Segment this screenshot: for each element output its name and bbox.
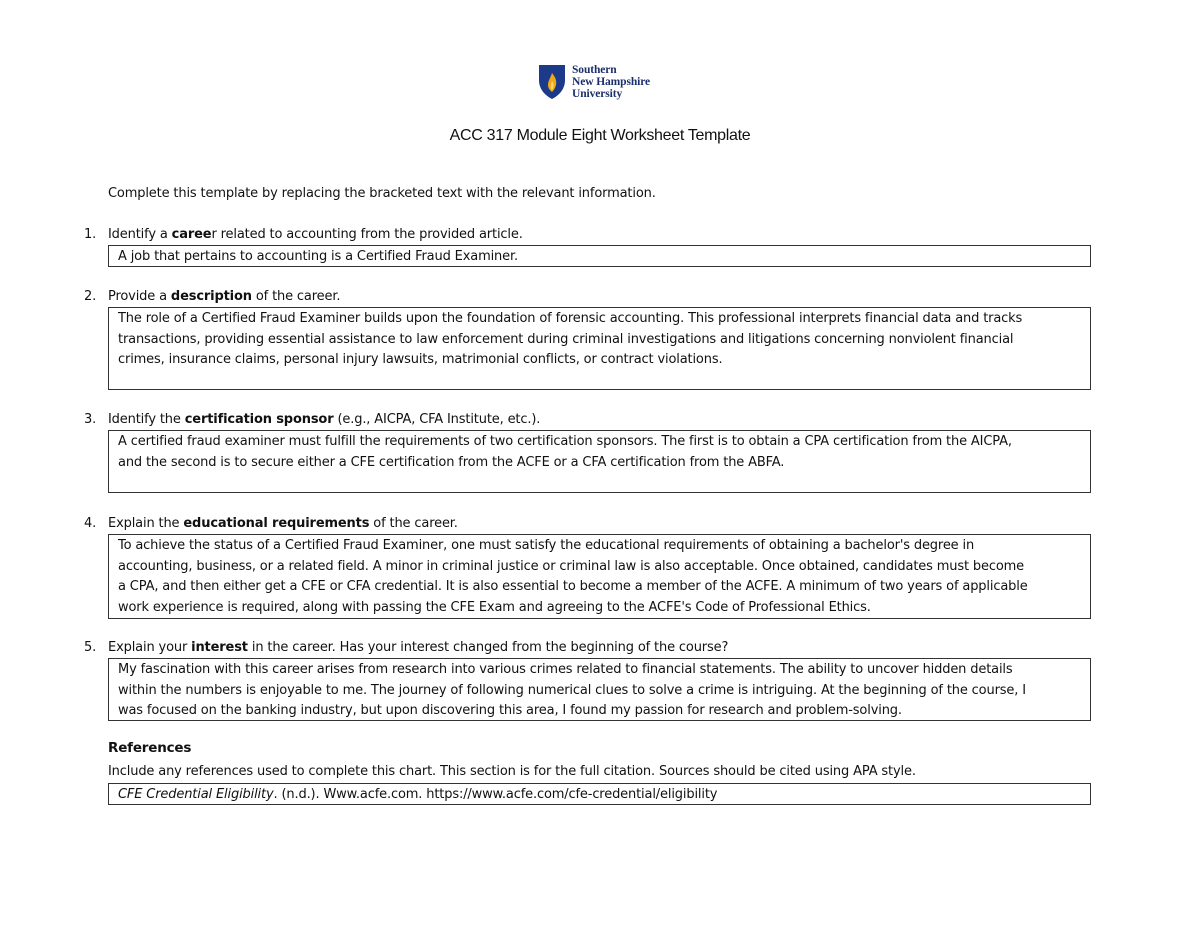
question-text-post: (e.g., AICPA, CFA Institute, etc.).	[333, 412, 541, 427]
question-number: 3.	[84, 412, 97, 427]
question-keyword: certification sponsor	[184, 412, 334, 427]
question-number: 4.	[84, 516, 97, 531]
question-text-pre: Identify a	[108, 227, 172, 242]
answer-line: To achieve the status of a Certified Fraud Examiner, one must satisfy the educational requirements of obtaining a bachelor's degree in	[118, 538, 975, 553]
page-title: ACC 317 Module Eight Worksheet Template	[449, 127, 751, 144]
university-logo	[538, 64, 650, 104]
question-text-post: of the career.	[369, 516, 458, 531]
citation-title: CFE Credential Eligibility	[118, 787, 274, 802]
answer-line: and the second is to secure either a CFE certification from the ACFE or a CFA certification from the ABFA.	[118, 454, 785, 470]
logo-line-3: University	[572, 88, 623, 100]
answer-line: transactions, providing essential assistance to law enforcement during criminal investigations and litigations concerning nonviolent financial	[118, 331, 1014, 347]
logo-line-2: New Hampshire	[572, 76, 651, 88]
question-number: 2.	[84, 289, 97, 304]
citation-details: . (n.d.). Www.acfe.com. https://www.acfe.com/cfe-credential/eligibility	[273, 787, 718, 802]
question-text-post: r related to accounting from the provided article.	[211, 227, 523, 242]
question-number: 5.	[84, 640, 97, 655]
question-2	[84, 287, 340, 308]
answer-line: within the numbers is enjoyable to me. The journey of following numerical clues to solve a crime is intriguing. At the beginning of the course, I	[118, 682, 1026, 698]
shield-flame-icon	[538, 64, 566, 100]
answer-line: work experience is required, along with passing the CFE Exam and agreeing to the ACFE's Code of Professional Ethics.	[118, 599, 871, 615]
question-text-pre: Explain your	[108, 640, 192, 655]
answer-box-2[interactable]	[108, 307, 1091, 390]
answer-line: accounting, business, or a related field. A minor in criminal justice or criminal law is also acceptable. Once obtained, candidates must become	[118, 558, 1024, 574]
answer-line: The role of a Certified Fraud Examiner builds upon the foundation of forensic accounting. This professional interprets financial data and tracks	[118, 311, 1023, 326]
citation	[118, 785, 1081, 806]
references-box[interactable]	[108, 783, 1091, 805]
references-heading: References	[108, 740, 192, 756]
question-number: 1.	[84, 227, 97, 242]
question-text-pre: Provide a	[108, 289, 171, 304]
answer-box-5[interactable]	[108, 658, 1091, 721]
answer-line: A certified fraud examiner must fulfill the requirements of two certification sponsors. The first is to obtain a CPA certification from the AICPA,	[118, 434, 1012, 449]
answer-box-1[interactable]	[108, 245, 1091, 267]
question-5	[84, 638, 728, 659]
question-text-post: of the career.	[251, 289, 341, 304]
question-keyword: interest	[191, 640, 248, 655]
question-1	[84, 225, 523, 246]
answer-line: was focused on the banking industry, but upon discovering this area, I found my passion for research and problem-solving.	[118, 703, 902, 719]
question-keyword: educational requirements	[183, 516, 370, 531]
question-text-pre: Explain the	[108, 516, 184, 531]
logo-line-1: Southern	[572, 64, 617, 76]
question-keyword: description	[170, 289, 252, 304]
question-text-pre: Identify the	[108, 412, 185, 427]
answer-line: My fascination with this career arises from research into various crimes related to financial statements. The ability to uncover hidden details	[118, 662, 1013, 677]
answer-line: a CPA, and then either get a CFE or CFA credential. It is also essential to become a member of the ACFE. A minimum of two years of applicable	[118, 579, 1028, 595]
references-intro: Include any references used to complete this chart. This section is for the full citation. Sources should be cited using APA style.	[108, 764, 916, 779]
answer-line: A job that pertains to accounting is a Certified Fraud Examiner.	[118, 249, 518, 264]
question-keyword: caree	[171, 227, 212, 242]
question-3	[84, 410, 540, 431]
logo-wordmark	[572, 64, 650, 100]
question-4	[84, 514, 458, 535]
answer-line: crimes, insurance claims, personal injury lawsuits, matrimonial conflicts, or contract violations.	[118, 352, 723, 368]
answer-box-3[interactable]	[108, 430, 1091, 493]
intro-text: Complete this template by replacing the bracketed text with the relevant information.	[108, 186, 656, 201]
question-text-post: in the career. Has your interest changed from the beginning of the course?	[247, 640, 729, 655]
answer-box-4[interactable]	[108, 534, 1091, 619]
